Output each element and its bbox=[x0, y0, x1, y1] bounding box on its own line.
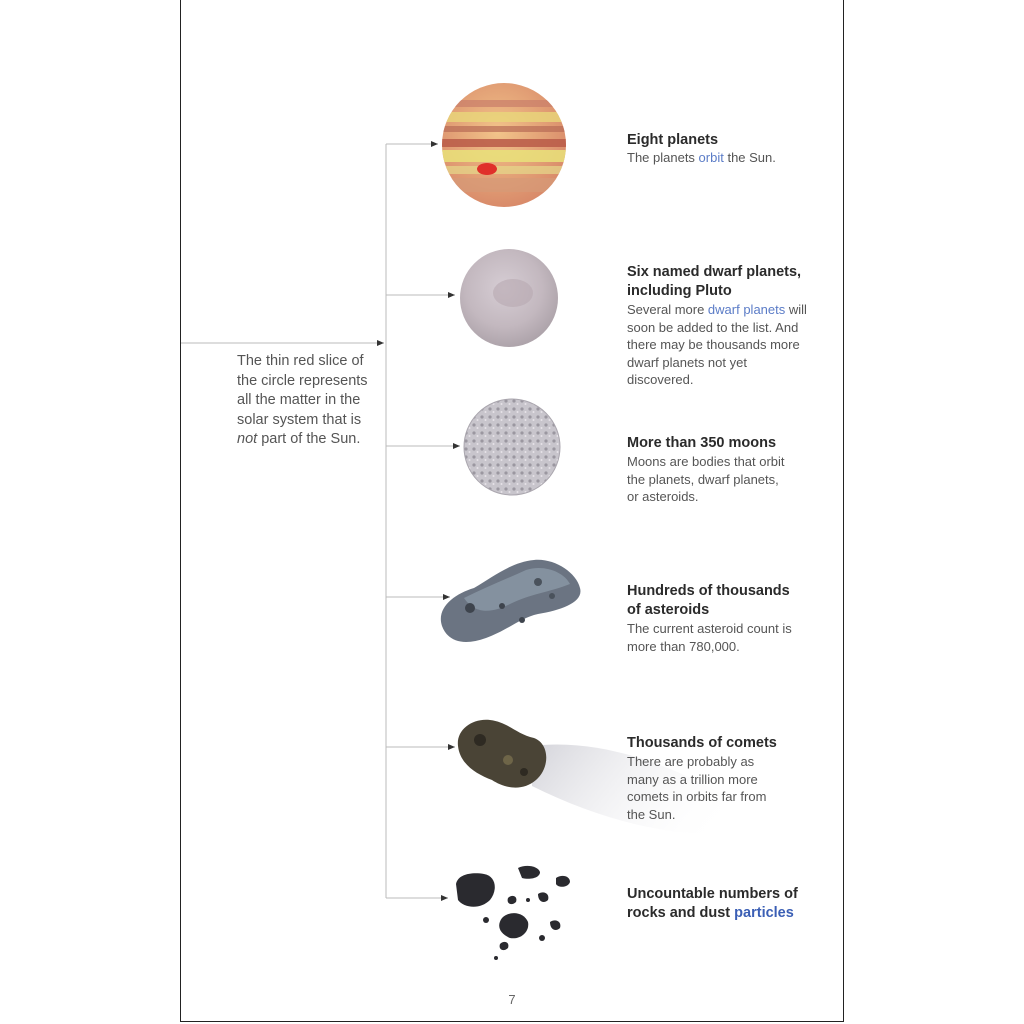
moon-icon bbox=[463, 398, 561, 496]
asteroid-icon bbox=[434, 558, 584, 646]
jupiter-planet-icon bbox=[441, 82, 567, 208]
item-body-text: Several more bbox=[627, 302, 708, 317]
intro-caption bbox=[237, 352, 377, 450]
item-body-comets: There are probably as many as a trillion more comets in orbits far from the Sun. bbox=[627, 754, 767, 822]
glossary-link-orbit[interactable]: orbit bbox=[698, 150, 724, 165]
dwarf-planet-icon bbox=[458, 248, 560, 350]
item-title-rocks-dust bbox=[627, 885, 802, 923]
item-body-text: The planets bbox=[627, 150, 699, 165]
intro-emphasis: not bbox=[237, 431, 258, 447]
item-title-text: Uncountable numbers of rocks and dust bbox=[627, 886, 798, 921]
rocks-dust-icon bbox=[452, 862, 576, 962]
item-title-planets: Eight planets bbox=[627, 132, 719, 148]
page-number: 7 bbox=[508, 992, 516, 1007]
intro-text: The thin red slice of the circle represents all the matter in the solar system that is bbox=[237, 353, 368, 428]
intro-text-end: part of the Sun. bbox=[257, 431, 361, 447]
item-title-asteroids: Hundreds of thousands of asteroids bbox=[627, 583, 790, 618]
glossary-link-dwarf-planets[interactable]: dwarf planets bbox=[707, 302, 786, 317]
item-title-moons: More than 350 moons bbox=[627, 435, 777, 451]
item-body-planets bbox=[627, 149, 817, 167]
item-title-dwarf-planets: Six named dwarf planets, including Pluto bbox=[627, 264, 802, 299]
item-title-comets: Thousands of comets bbox=[627, 735, 777, 751]
item-body-text-end: the Sun. bbox=[723, 150, 776, 165]
item-body-asteroids: The current asteroid count is more than 780,000. bbox=[627, 621, 792, 654]
item-body-text-end: will soon be added to the list. And there may be thousands more dwarf planets not yet discovered. bbox=[627, 302, 807, 387]
item-body-moons: Moons are bodies that orbit the planets, dwarf planets, or asteroids. bbox=[627, 454, 785, 504]
glossary-link-particles[interactable]: particles bbox=[734, 905, 794, 921]
item-body-dwarf-planets bbox=[627, 301, 817, 389]
